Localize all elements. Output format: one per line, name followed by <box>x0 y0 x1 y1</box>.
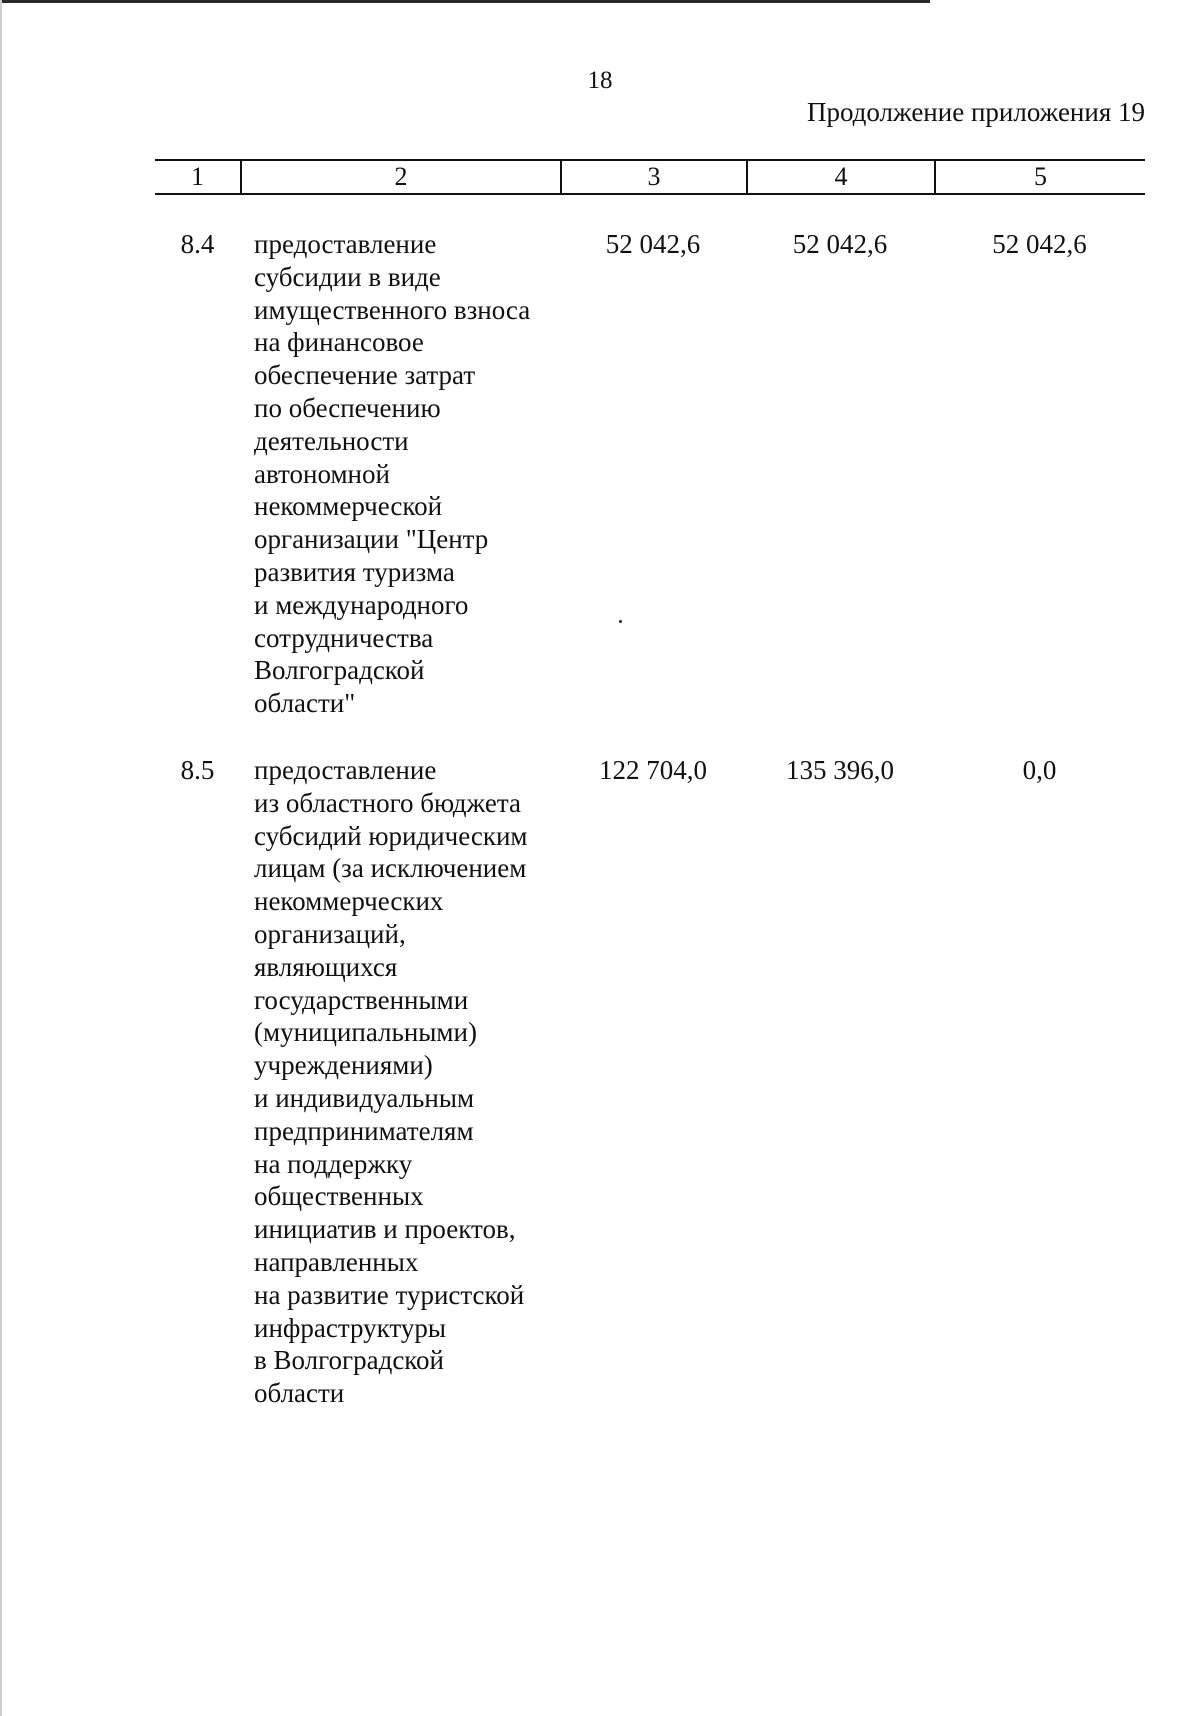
row-value-col-5: 0,0 <box>1022 755 1057 785</box>
row-number: 8.4 <box>180 229 215 259</box>
row-value-col-4: 52 042,6 <box>792 229 888 259</box>
scan-edge-left <box>0 0 2 1716</box>
table-header-col-1: 1 <box>191 162 204 191</box>
table-header-col-3: 3 <box>560 161 746 193</box>
page-number: 18 <box>587 67 613 94</box>
row-description: предоставление субсидии в виде имущественного взноса на финансовое обеспечение затрат по обеспечению деятельности автономной некоммерческой организации "Центр развития туризма и международного сотрудничества Волгоградской области" <box>254 229 531 719</box>
table-header-col-4: 4 <box>746 161 934 193</box>
appendix-caption: Продолжение приложения 19 <box>806 97 1145 127</box>
table-header-col-5: 5 <box>934 161 1145 193</box>
scan-speck <box>619 620 622 623</box>
scan-edge-top <box>0 0 930 3</box>
row-value-col-4: 135 396,0 <box>786 755 894 785</box>
row-value-col-3: 122 704,0 <box>599 755 707 785</box>
row-value-col-5: 52 042,6 <box>992 229 1087 259</box>
row-description: предоставление из областного бюджета субсидий юридическим лицам (за исключением некоммерческих организаций, являющихся государственными (муниципальными) учреждениями) и индивидуальным предпринимателям на поддержку общественных инициатив и проектов, направленных на развитие туристской инфраструктуры в Волгоградской области <box>254 755 528 1409</box>
row-value-col-3: 52 042,6 <box>605 229 701 259</box>
table-header-col-2: 2 <box>240 161 560 193</box>
table-header-row <box>155 159 1145 195</box>
row-number: 8.5 <box>180 755 215 785</box>
